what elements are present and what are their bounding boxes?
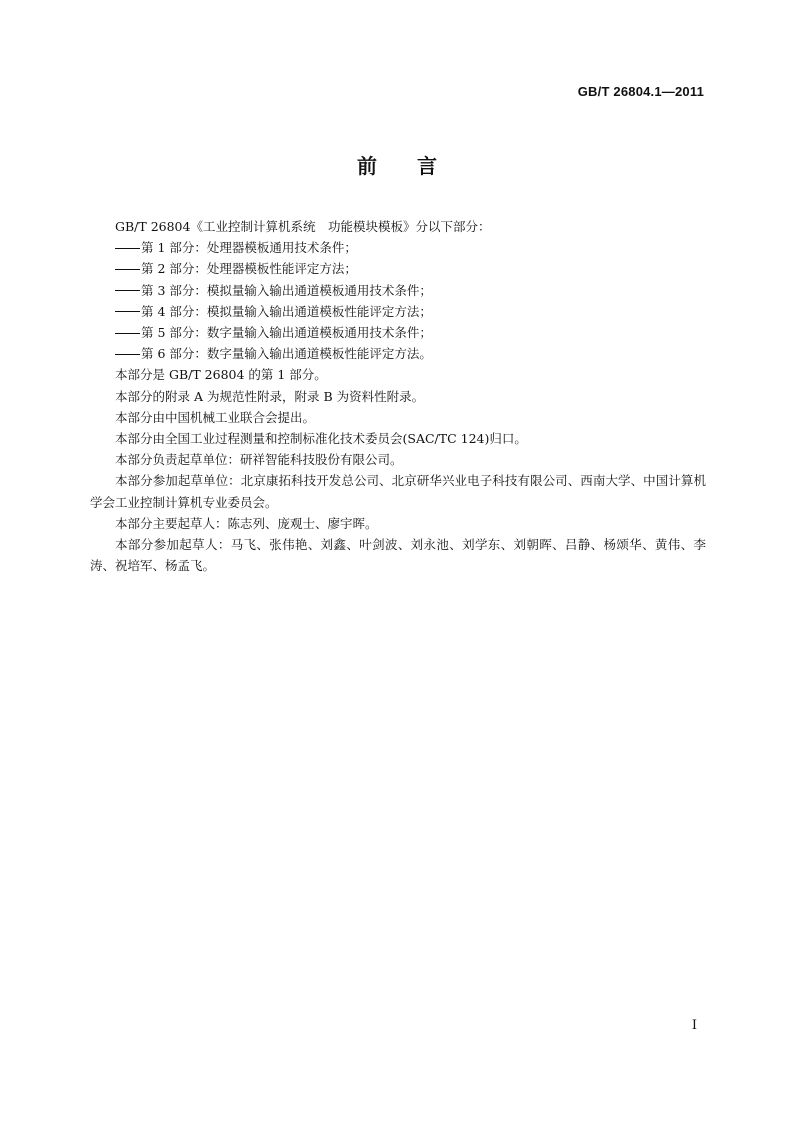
list-item-text: 第 1 部分：处理器模板通用技术条件； <box>141 240 357 256</box>
list-item-text: 第 5 部分：数字量输入输出通道模板通用技术条件； <box>141 325 432 341</box>
list-item-text: 第 2 部分：处理器模板性能评定方法； <box>141 261 357 277</box>
body-paragraph: 本部分参加起草人：马飞、张伟艳、刘鑫、叶剑波、刘永池、刘学东、刘朝晖、吕静、杨颂华、黄伟、李涛、祝培军、杨孟飞。 <box>90 537 706 574</box>
dash-mark <box>115 311 140 313</box>
dash-mark <box>115 269 140 271</box>
body-paragraph: 本部分参加起草单位：北京康拓科技开发总公司、北京研华兴业电子科技有限公司、西南大学、中国计算机学会工业控制计算机专业委员会。 <box>90 473 706 510</box>
standard-code: GB/T 26804.1—2011 <box>577 84 704 99</box>
body-paragraph: 本部分是 GB/T 26804 的第 1 部分。 <box>115 367 327 383</box>
dash-mark <box>115 248 140 250</box>
foreword-body <box>90 216 706 576</box>
body-paragraph: 本部分的附录 A 为规范性附录，附录 B 为资料性附录。 <box>115 388 425 404</box>
body-paragraph: 本部分主要起草人：陈志列、庞观士、廖宇晖。 <box>115 515 378 531</box>
list-item-text: 第 6 部分：数字量输入输出通道模板性能评定方法。 <box>141 346 432 362</box>
intro-paragraph: GB/T 26804《工业控制计算机系统 功能模块模板》分以下部分： <box>115 219 491 234</box>
body-paragraph: 本部分负责起草单位：研祥智能科技股份有限公司。 <box>115 452 403 468</box>
dash-mark <box>115 354 140 356</box>
page-number: I <box>691 1018 697 1033</box>
list-item-text: 第 3 部分：模拟量输入输出通道模板通用技术条件； <box>141 282 432 298</box>
dash-mark <box>115 333 140 335</box>
list-item <box>90 322 706 343</box>
list-item <box>90 280 706 301</box>
list-item <box>90 237 706 258</box>
dash-mark <box>115 290 140 292</box>
list-item <box>90 301 706 322</box>
body-paragraph: 本部分由全国工业过程测量和控制标准化技术委员会(SAC/TC 124)归口。 <box>115 431 527 447</box>
page-title: 前言 <box>357 154 477 178</box>
list-item <box>90 258 706 279</box>
body-paragraph: 本部分由中国机械工业联合会提出。 <box>115 409 316 425</box>
list-item-text: 第 4 部分：模拟量输入输出通道模板性能评定方法； <box>141 303 432 319</box>
list-item <box>90 343 706 364</box>
